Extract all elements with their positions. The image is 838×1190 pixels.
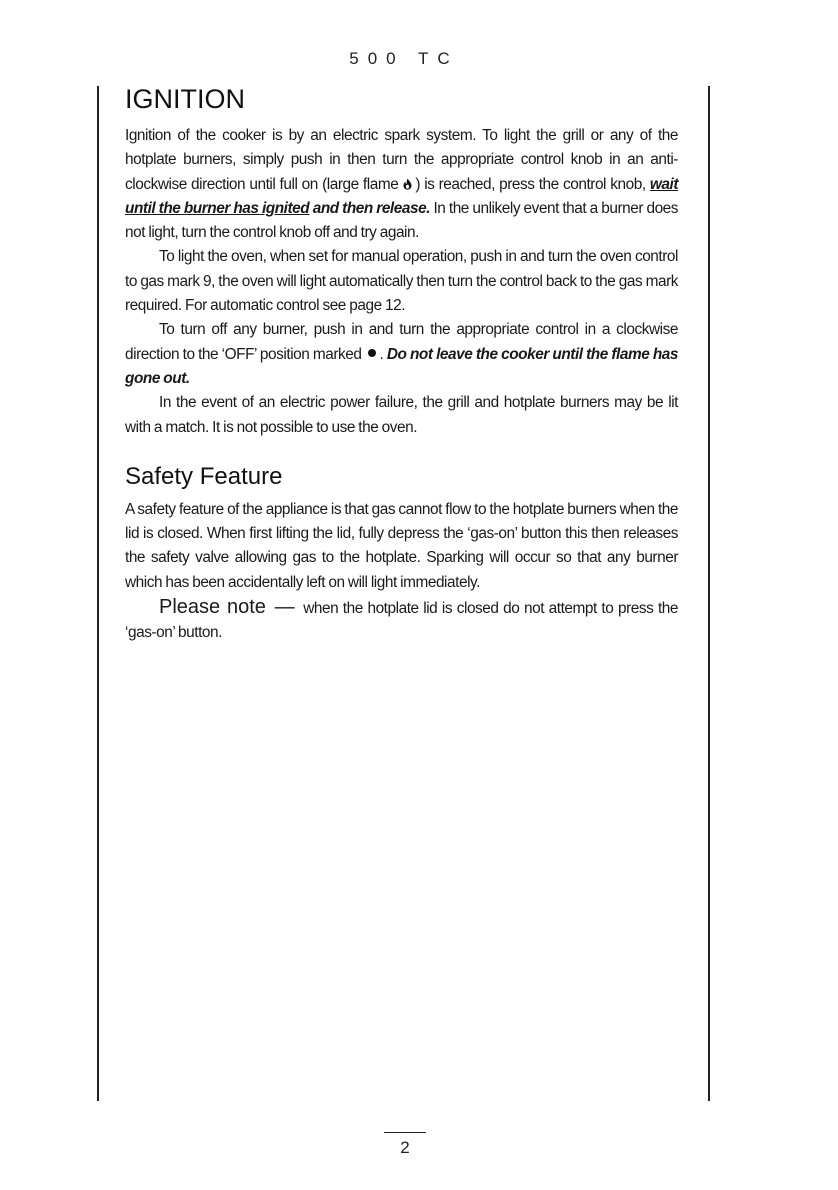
safety-feature-heading: Safety Feature [125,462,283,490]
ignition-p3-text-a: To turn off any burner, push in and turn the appropriate control in a clockwise direction to the ‘OFF’ position marked [125,321,678,363]
ignition-p3-text-b: . [379,345,384,363]
ignition-paragraph-2: To light the oven, when set for manual operation, push in and turn the oven control to gas mark 9, the oven will light automatically then turn the control back to the gas mark required. For automatic control see page 12. [125,248,678,315]
safety-paragraph-1: A safety feature of the appliance is that gas cannot flow to the hotplate burners when the lid is closed. When first lifting the lid, fully depress the ‘gas-on’ button this then releases the safety valve allowing gas to the hotplate. Sparking will occur so that any burner which has been accidentally left on will light immediately. [125,500,678,591]
ignition-warning-underlined: wait until the burner has ignited [125,175,679,217]
please-note-label: Please note [159,596,266,619]
ignition-flame-warning: Do not leave the cooker until the flame has gone out. [125,345,678,387]
safety-note [125,595,678,646]
please-note-dash: — [274,596,295,619]
ignition-p1-text-a: Ignition of the cooker is by an electric spark system. To light the grill or any of the hotplate burners, simply push in then turn the appropriate control knob in an anti-clockwise direction until full on (large flame [125,127,678,193]
left-margin-rule [97,86,99,1101]
ignition-p1-text-c: In the unlikely event that a burner does not light, turn the control knob off and try again. [125,199,679,242]
ignition-paragraph-3 [125,318,678,391]
page-content [125,82,678,646]
page-number-rule [384,1132,426,1133]
ignition-paragraph-1 [125,124,678,245]
page-number: 2 [400,1138,410,1157]
running-head: 500 TC [349,49,459,68]
right-margin-rule [708,86,710,1101]
ignition-warning: and then release. [312,199,431,217]
ignition-paragraph-4: In the event of an electric power failure, the grill and hotplate burners may be lit with a match. It is not possible to use the oven. [125,394,678,436]
large-flame-icon [403,178,412,190]
please-note-text: when the hotplate lid is closed do not attempt to press the ‘gas-on’ button. [125,600,679,642]
filled-dot-icon [368,349,376,357]
ignition-heading: IGNITION [125,84,245,114]
ignition-p1-text-b: ) is reached, press the control knob, [415,175,646,193]
